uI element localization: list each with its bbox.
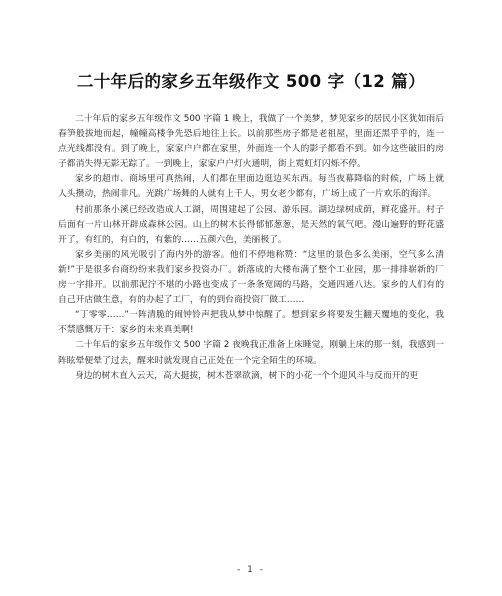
paragraph: 家乡美丽的风光吸引了海内外的游客。他们不停地称赞：“这里的景色多么美丽，空气多么清新!”于是很多台商纷纷来我们家乡投资办厂。新落成的大楼布满了整个工业园，那一排排崭新的厂房一字排开。以前那泥泞不堪的小路也变成了一条条宽阔的马路，交通四通八达。家乡的人们有的自己开店做生意，有的办起了工厂，有的到台商投资厂做工…… xyxy=(58,249,444,306)
page-number: - 1 - xyxy=(237,565,265,575)
paragraph: 二十年后的家乡五年级作文 500 字篇 1 晚上，我做了一个美梦，梦见家乡的居民小区犹如雨后春笋般拔地而起，幢幢高楼争先恐后地往上长。以前那些房子都是老祖屋，里面还黑乎乎的，连一点光线都没有。到了晚上，家家户户都在家里，外面连一个人的影子都看不到。如今这些破旧的房子都消失得无影无踪了。一到晚上，家家户户灯火通明，街上霓虹灯闪烁不停。 xyxy=(58,114,444,170)
paragraph: 家乡的超市、商场里可真热闹，人们都在里面边逛边买东西。每当夜幕降临的时候，广场上就人头攒动，热闹非凡。光跳广场舞的人就有上千人，男女老少都有，广场上成了一片欢乐的海洋。 xyxy=(58,174,444,200)
paragraph: 二十年后的家乡五年级作文 500 字篇 2 夜晚我正准备上床睡觉，刚躺上床的那一刻，我感到一阵眩晕便晕了过去，醒来时就发现自己正处在一个完全陌生的环境。 xyxy=(58,340,444,366)
document-title: 二十年后的家乡五年级作文 500 字（12 篇） xyxy=(76,72,426,91)
paragraph: 村前那条小溪已经改造成人工湖，周围建起了公园、游乐园。湖边绿树成荫，鲜花盛开。村子后面有一片山林开辟成森林公园。山上的树木长得郁郁葱葱，是天然的氧气吧。漫山遍野的野花盛开了，有红的，有白的，有紫的……五颜六色，美丽极了。 xyxy=(58,204,444,245)
paragraph: “丁零零……”一阵清脆的闹钟铃声把我从梦中惊醒了。想到家乡将要发生翻天覆地的变化，我不禁感慨万千：家乡的未来真美啊! xyxy=(58,310,444,336)
paragraph: 身边的树木直入云天，高大挺拔，树木苍翠欲滴，树下的小花一个个迎风斗与反而开的更 xyxy=(75,370,419,381)
document-body xyxy=(58,112,444,384)
